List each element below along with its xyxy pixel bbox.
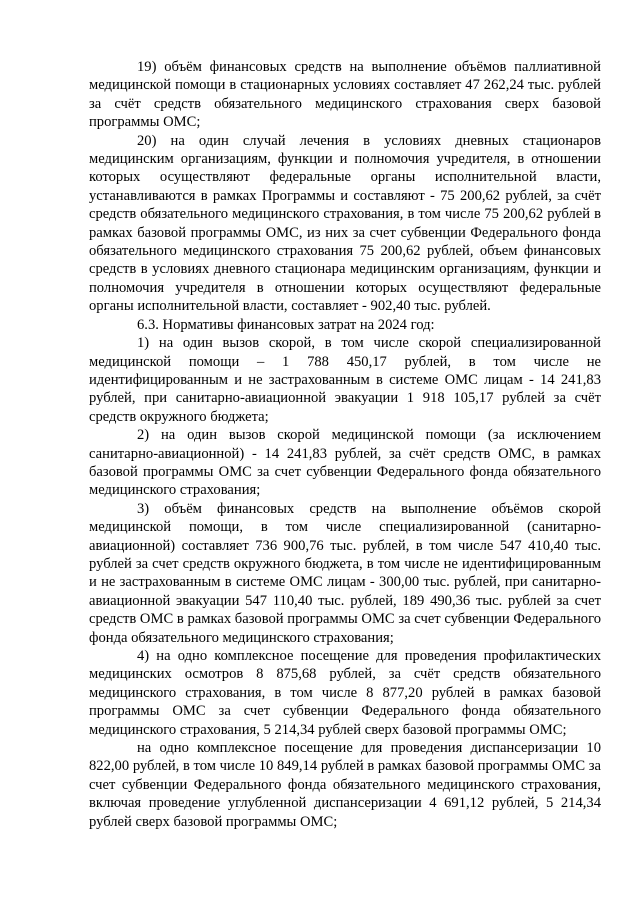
document-page — [89, 58, 601, 831]
section-heading-6-3: 6.3. Нормативы финансовых затрат на 2024 год: — [137, 316, 435, 333]
paragraph-item-3: 3) объём финансовых средств на выполнение объёмов скорой медицинской помощи, в том числе специализированной (санитарно-авиационной) составляет 736 900,76 тыс. рублей, в том числе 547 410,40 тыс. рублей за счет средств окружного бюджета, в том числе не идентифицированным и не застрахованным в системе ОМС лицам - 300,00 тыс. рублей, при санитарно-авиационной эвакуации 547 110,40 тыс. рублей, 189 490,36 тыс. рублей за счет средств ОМС в рамках базовой программы ОМС за счет субвенции Федерального фонда обязательного медицинского страхования; — [89, 500, 601, 646]
paragraph-item-19: 19) объём финансовых средств на выполнение объёмов паллиативной медицинской помощи в стационарных условиях составляет 47 262,24 тыс. рублей за счёт средств обязательного медицинского страхования сверх базовой программы ОМС; — [89, 59, 601, 131]
paragraph-item-20: 20) на один случай лечения в условиях дневных стационаров медицинским организациям, функции и полномочия учредителя, в отношении которых осуществляют федеральные органы исполнительной власти, устанавливаются в рамках Программы и составляют - 75 200,62 рублей, за счёт средств обязательного медицинского страхования, в том числе 75 200,62 рублей в рамках базовой программы ОМС, из них за счет субвенции Федерального фонда обязательного медицинского страхования 75 200,62 рублей, объем финансовых средств в условиях дневного стационара медицинским организациям, функции и полномочия учредителя в отношении которых осуществляют федеральные органы исполнительной власти, составляет - 902,40 тыс. рублей. — [89, 132, 601, 315]
paragraph-dispanserization: на одно комплексное посещение для проведения диспансеризации 10 822,00 рублей, в том числе 10 849,14 рублей в рамках базовой программы ОМС за счет субвенции Федерального фонда обязательного медицинского страхования, включая проведение углубленной диспансеризации 4 691,12 рублей, 5 214,34 рублей сверх базовой программы ОМС; — [89, 740, 601, 830]
paragraph-item-2: 2) на один вызов скорой медицинской помощи (за исключением санитарно-авиационной) - 14 241,83 рублей, за счёт средств ОМС, в рамках базовой программы ОМС за счет субвенции Федерального фонда обязательного медицинского страхования; — [89, 427, 601, 499]
paragraph-item-4: 4) на одно комплексное посещение для проведения профилактических медицинских осмотров 8 875,68 рублей, за счёт средств обязательного медицинского страхования, в том числе 8 877,20 рублей в рамках базовой программы ОМС за счет субвенции Федерального фонда обязательного медицинского страхования, 5 214,34 рублей сверх базовой программы ОМС; — [89, 648, 601, 738]
paragraph-item-1: 1) на один вызов скорой, в том числе скорой специализированной медицинской помощи – 1 788 450,17 рублей, в том числе не идентифицированным и не застрахованным в системе ОМС лицам - 14 241,83 рублей, при санитарно-авиационной эвакуации 1 918 105,17 рублей за счёт средств окружного бюджета; — [89, 335, 601, 425]
